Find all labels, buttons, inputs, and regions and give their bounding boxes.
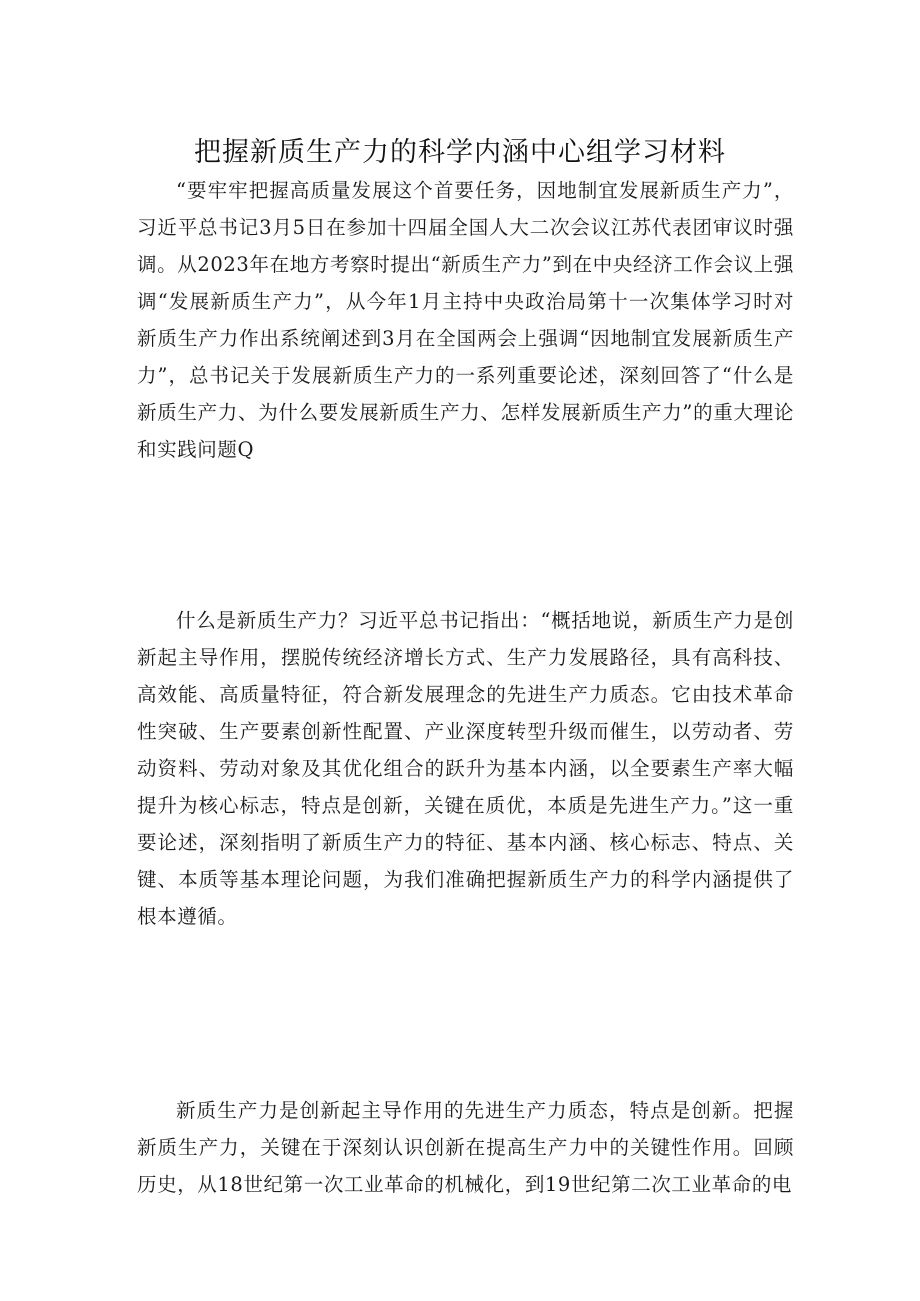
- paragraph-2: 什么是新质生产力？习近平总书记指出：“概括地说，新质生产力是创新起主导作用，摆脱传统经济增长方式、生产力发展路径，具有高科技、高效能、高质量特征，符合新发展理念的先进生产力质态。它由技术革命性突破、生产要素创新性配置、产业深度转型升级而催生，以劳动者、劳动资料、劳动对象及其优化组合的跃升为基本内涵，以全要素生产率大幅提升为核心标志，特点是创新，关键在质优，本质是先进生产力。”这一重要论述，深刻指明了新质生产力的特征、基本内涵、核心标志、特点、关键、本质等基本理论问题，为我们准确把握新质生产力的科学内涵提供了根本遵循。: [137, 609, 794, 928]
- document-title: 把握新质生产力的科学内涵中心组学习材料: [194, 137, 726, 168]
- paragraph-1: “要牢牢把握高质量发展这个首要任务，因地制宜发展新质生产力”，习近平总书记3月5日在参加十四届全国人大二次会议江苏代表团审议时强调。从2023年在地方考察时提出“新质生产力”到在中央经济工作会议上强调“发展新质生产力”，从今年1月主持中央政治局第十一次集体学习时对新质生产力作出系统阐述到3月在全国两会上强调“因地制宜发展新质生产力”，总书记关于发展新质生产力的一系列重要论述，深刻回答了“什么是新质生产力、为什么要发展新质生产力、怎样发展新质生产力”的重大理论和实践问题Q: [137, 179, 794, 461]
- paragraph-3: 新质生产力是创新起主导作用的先进生产力质态，特点是创新。把握新质生产力，关键在于深刻认识创新在提高生产力中的关键性作用。回顾历史，从18世纪第一次工业革命的机械化，到19世纪第二次工业革命的电: [137, 1099, 794, 1196]
